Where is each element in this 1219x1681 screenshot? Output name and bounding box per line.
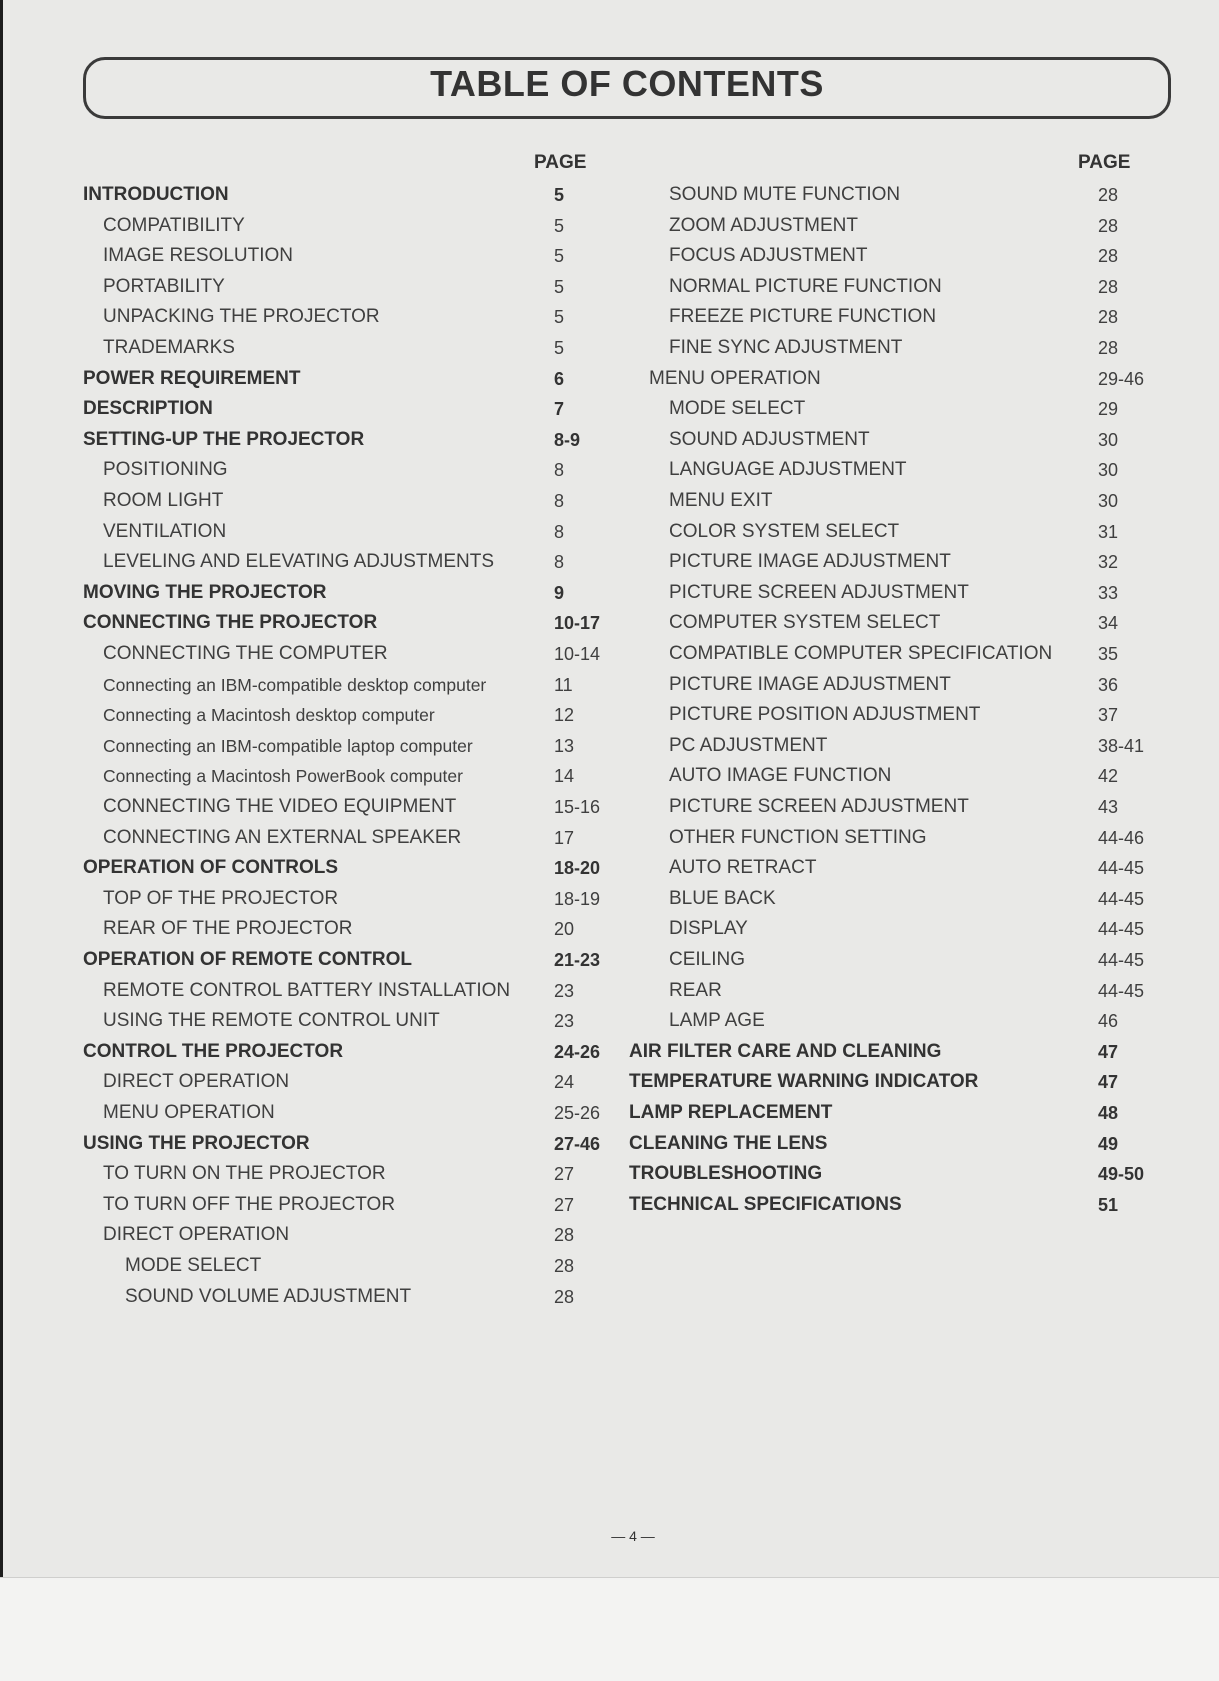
toc-entry bbox=[3, 914, 1219, 944]
toc-entry-label: POSITIONING bbox=[103, 459, 228, 481]
left-page-column-header: PAGE bbox=[534, 152, 587, 173]
toc-entry-page: 43 bbox=[1098, 797, 1119, 817]
toc-entry-label: FINE SYNC ADJUSTMENT bbox=[669, 337, 903, 358]
toc-entry-page: 10-14 bbox=[554, 644, 601, 664]
toc-entry-label: AUTO RETRACT bbox=[669, 857, 817, 879]
toc-entry-label: REAR bbox=[669, 979, 722, 1001]
toc-entry-label: TO TURN OFF THE PROJECTOR bbox=[103, 1193, 396, 1215]
toc-entry-label: DISPLAY bbox=[669, 918, 748, 940]
toc-entry-label: COMPUTER SYSTEM SELECT bbox=[669, 612, 941, 634]
toc-entry-page: 42 bbox=[1098, 766, 1119, 787]
toc-entry-page: 28 bbox=[1098, 246, 1119, 267]
toc-entry-page: 27-46 bbox=[554, 1133, 601, 1154]
toc-entry-page: 44-45 bbox=[1098, 919, 1145, 940]
toc-entry-page: 28 bbox=[1098, 215, 1119, 236]
toc-entry-label: Connecting an IBM-compatible desktop computer bbox=[103, 674, 487, 695]
toc-entry-page: 8-9 bbox=[554, 429, 581, 450]
toc-entry bbox=[3, 333, 1219, 363]
toc-entry-page: 5 bbox=[554, 276, 565, 297]
toc-entry-page: 25-26 bbox=[554, 1103, 601, 1123]
toc-entry-page: 28 bbox=[1098, 276, 1119, 297]
toc-entry-page: 5 bbox=[554, 307, 565, 328]
toc-entry bbox=[3, 211, 1219, 241]
toc-entry-label: TOP OF THE PROJECTOR bbox=[103, 887, 339, 909]
toc-entry bbox=[3, 425, 1219, 455]
toc-entry-label: NORMAL PICTURE FUNCTION bbox=[669, 275, 942, 297]
toc-entry bbox=[3, 1006, 1219, 1036]
toc-entry-label: TROUBLESHOOTING bbox=[629, 1163, 823, 1185]
toc-entry-page: 9 bbox=[554, 582, 565, 603]
toc-entry-label: IMAGE RESOLUTION bbox=[103, 245, 294, 267]
toc-entry-label: OPERATION OF CONTROLS bbox=[83, 857, 339, 879]
toc-entry-page: 44-45 bbox=[1098, 950, 1145, 970]
toc-entry-label: LAMP AGE bbox=[669, 1010, 765, 1032]
toc-entry bbox=[3, 639, 1219, 669]
toc-entry-label: REMOTE CONTROL BATTERY INSTALLATION bbox=[103, 979, 511, 1001]
toc-entry-page: 28 bbox=[1098, 185, 1119, 205]
toc-entry bbox=[3, 945, 1219, 975]
toc-right-column bbox=[3, 0, 1219, 1400]
toc-entry-label: DIRECT OPERATION bbox=[103, 1071, 290, 1093]
toc-entry-label: PC ADJUSTMENT bbox=[669, 734, 828, 756]
toc-entry-label: BLUE BACK bbox=[669, 887, 776, 909]
toc-entry-label: LEVELING AND ELEVATING ADJUSTMENTS bbox=[103, 551, 495, 573]
toc-entry-page: 24-26 bbox=[554, 1041, 601, 1062]
toc-entry-page: 23 bbox=[554, 980, 575, 1001]
toc-entry-page: 5 bbox=[554, 215, 565, 236]
toc-entry bbox=[3, 486, 1219, 516]
toc-entry bbox=[3, 1098, 1219, 1128]
toc-entry-page: 30 bbox=[1098, 491, 1119, 511]
scan-margin bbox=[0, 1577, 1219, 1681]
toc-entry-page: 44-45 bbox=[1098, 858, 1145, 879]
toc-entry-page: 21-23 bbox=[554, 950, 601, 970]
toc-entry-label: PICTURE POSITION ADJUSTMENT bbox=[669, 704, 981, 726]
toc-entry-page: 8 bbox=[554, 491, 565, 511]
toc-entry-page: 8 bbox=[554, 552, 565, 573]
toc-entry-label: FREEZE PICTURE FUNCTION bbox=[669, 306, 937, 328]
toc-entry-label: LAMP REPLACEMENT bbox=[629, 1102, 833, 1123]
toc-entry-label: MODE SELECT bbox=[669, 398, 806, 420]
toc-entry bbox=[3, 394, 1219, 424]
toc-entry-page: 34 bbox=[1098, 613, 1119, 634]
toc-entry-label: SOUND VOLUME ADJUSTMENT bbox=[125, 1285, 412, 1307]
toc-entry-label: SETTING-UP THE PROJECTOR bbox=[83, 428, 365, 450]
toc-entry bbox=[3, 1159, 1219, 1189]
toc-entry-label: MODE SELECT bbox=[125, 1255, 262, 1276]
toc-entry-page: 49 bbox=[1098, 1133, 1119, 1154]
toc-entry bbox=[3, 731, 1219, 761]
toc-entry-page: 46 bbox=[1098, 1011, 1119, 1032]
toc-entry-label: CONNECTING THE PROJECTOR bbox=[83, 612, 378, 634]
toc-entry-label: AIR FILTER CARE AND CLEANING bbox=[629, 1040, 942, 1062]
toc-entry-page: 14 bbox=[554, 766, 575, 787]
toc-entry bbox=[3, 670, 1219, 700]
toc-entry-page: 30 bbox=[1098, 429, 1119, 450]
toc-entry-label: PICTURE SCREEN ADJUSTMENT bbox=[669, 581, 969, 603]
toc-entry-page: 51 bbox=[1098, 1194, 1119, 1215]
toc-entry bbox=[3, 1129, 1219, 1159]
toc-entry-page: 27 bbox=[554, 1194, 575, 1215]
toc-entry-page: 23 bbox=[554, 1011, 575, 1032]
toc-entry bbox=[3, 853, 1219, 883]
toc-entry-label: POWER REQUIREMENT bbox=[83, 367, 301, 389]
toc-entry-page: 7 bbox=[554, 399, 565, 420]
toc-entry-page: 15-16 bbox=[554, 797, 601, 817]
toc-entry-page: 33 bbox=[1098, 582, 1119, 603]
toc-entry-label: CLEANING THE LENS bbox=[629, 1132, 828, 1154]
toc-entry bbox=[3, 884, 1219, 914]
toc-entry-page: 8 bbox=[554, 521, 565, 542]
toc-entry-label: TRADEMARKS bbox=[103, 337, 235, 358]
toc-entry-page: 47 bbox=[1098, 1072, 1119, 1093]
toc-entry-label: SOUND MUTE FUNCTION bbox=[669, 184, 901, 205]
toc-entry bbox=[3, 517, 1219, 547]
toc-entry-label: ZOOM ADJUSTMENT bbox=[669, 214, 858, 236]
toc-entry-label: CONNECTING AN EXTERNAL SPEAKER bbox=[103, 826, 462, 848]
toc-entry-page: 35 bbox=[1098, 644, 1119, 664]
toc-entry-page: 32 bbox=[1098, 552, 1119, 573]
toc-entry-label: PORTABILITY bbox=[103, 275, 225, 297]
toc-entry-page: 44-45 bbox=[1098, 888, 1145, 909]
toc-entry-page: 47 bbox=[1098, 1041, 1119, 1062]
toc-entry-label: DIRECT OPERATION bbox=[103, 1224, 290, 1246]
toc-entry-page: 37 bbox=[1098, 705, 1119, 726]
toc-entry-label: COMPATIBILITY bbox=[103, 214, 245, 236]
toc-entry-page: 48 bbox=[1098, 1103, 1119, 1123]
toc-entry-page: 18-20 bbox=[554, 858, 601, 879]
toc-entry bbox=[3, 1067, 1219, 1097]
toc-entry-page: 36 bbox=[1098, 674, 1119, 695]
toc-entry-label: MENU OPERATION bbox=[649, 367, 821, 389]
toc-entry-label: PICTURE IMAGE ADJUSTMENT bbox=[669, 551, 951, 573]
toc-entry-label: Connecting an IBM-compatible laptop computer bbox=[103, 735, 473, 756]
toc-entry-label: USING THE REMOTE CONTROL UNIT bbox=[103, 1010, 440, 1032]
toc-entry-page: 24 bbox=[554, 1072, 575, 1093]
toc-entry bbox=[3, 272, 1219, 302]
toc-entry-page: 17 bbox=[554, 827, 575, 848]
toc-entry-label: AUTO IMAGE FUNCTION bbox=[669, 765, 892, 787]
page-number-footer: — 4 — bbox=[611, 1528, 655, 1544]
toc-entry-page: 28 bbox=[554, 1225, 575, 1246]
toc-entry-label: FOCUS ADJUSTMENT bbox=[669, 245, 868, 267]
toc-entry bbox=[3, 761, 1219, 791]
page-title: TABLE OF CONTENTS bbox=[430, 63, 824, 104]
toc-entry-label: TEMPERATURE WARNING INDICATOR bbox=[629, 1071, 979, 1093]
toc-entry-page: 44-45 bbox=[1098, 980, 1145, 1001]
toc-entry-label: TO TURN ON THE PROJECTOR bbox=[103, 1163, 386, 1185]
toc-entry-page: 29-46 bbox=[1098, 368, 1145, 389]
toc-entry-label: TECHNICAL SPECIFICATIONS bbox=[629, 1193, 902, 1215]
toc-entry bbox=[3, 608, 1219, 638]
toc-entry bbox=[3, 180, 1219, 210]
toc-entry bbox=[3, 241, 1219, 271]
toc-entry bbox=[3, 823, 1219, 853]
toc-entry-page: 29 bbox=[1098, 399, 1119, 420]
toc-entry-label: MOVING THE PROJECTOR bbox=[83, 581, 327, 603]
toc-entry bbox=[3, 976, 1219, 1006]
toc-entry bbox=[3, 1037, 1219, 1067]
toc-entry-label: REAR OF THE PROJECTOR bbox=[103, 918, 353, 940]
toc-entry-label: CONTROL THE PROJECTOR bbox=[83, 1040, 344, 1062]
toc-entry-page: 18-19 bbox=[554, 888, 601, 909]
toc-entry-page: 11 bbox=[554, 674, 573, 695]
toc-entry bbox=[3, 364, 1219, 394]
toc-entry-label: ROOM LIGHT bbox=[103, 490, 224, 511]
toc-entry-label: COLOR SYSTEM SELECT bbox=[669, 520, 900, 542]
toc-entry-label: OPERATION OF REMOTE CONTROL bbox=[83, 949, 412, 970]
toc-entry-page: 8 bbox=[554, 460, 565, 481]
toc-entry-page: 5 bbox=[554, 246, 565, 267]
toc-entry-label: Connecting a Macintosh desktop computer bbox=[103, 705, 435, 726]
toc-entry-page: 13 bbox=[554, 735, 575, 756]
toc-entry-page: 28 bbox=[1098, 338, 1119, 358]
toc-entry-page: 10-17 bbox=[554, 613, 601, 634]
toc-entry-page: 30 bbox=[1098, 460, 1119, 481]
toc-entry-label: COMPATIBLE COMPUTER SPECIFICATION bbox=[669, 643, 1053, 664]
toc-entry-label: UNPACKING THE PROJECTOR bbox=[103, 306, 380, 328]
toc-entry-page: 28 bbox=[554, 1256, 575, 1276]
toc-entry-label: CEILING bbox=[669, 949, 746, 970]
toc-entry-page: 38-41 bbox=[1098, 735, 1145, 756]
toc-entry-page: 49-50 bbox=[1098, 1164, 1145, 1185]
toc-entry bbox=[3, 455, 1219, 485]
toc-entry-label: MENU EXIT bbox=[669, 490, 773, 511]
toc-entry-page: 5 bbox=[554, 185, 565, 205]
toc-entry-page: 20 bbox=[554, 919, 575, 940]
toc-entry bbox=[3, 700, 1219, 730]
toc-entry-page: 12 bbox=[554, 705, 575, 726]
toc-entry-label: MENU OPERATION bbox=[103, 1102, 275, 1123]
toc-entry-label: LANGUAGE ADJUSTMENT bbox=[669, 459, 907, 481]
toc-entry-label: PICTURE IMAGE ADJUSTMENT bbox=[669, 673, 951, 695]
toc-entry-page: 5 bbox=[554, 338, 565, 358]
toc-entry-label: INTRODUCTION bbox=[83, 184, 229, 205]
toc-entry bbox=[3, 792, 1219, 822]
toc-entry bbox=[3, 302, 1219, 332]
toc-entry-label: VENTILATION bbox=[103, 520, 227, 542]
toc-entry-label: DESCRIPTION bbox=[83, 398, 213, 420]
toc-entry-label: CONNECTING THE COMPUTER bbox=[103, 643, 388, 664]
toc-entry bbox=[3, 1190, 1219, 1220]
toc-entry-label: USING THE PROJECTOR bbox=[83, 1132, 310, 1154]
right-page-column-header: PAGE bbox=[1078, 152, 1131, 173]
toc-entry-label: SOUND ADJUSTMENT bbox=[669, 428, 870, 450]
toc-entry-page: 28 bbox=[554, 1286, 575, 1307]
toc-entry-page: 31 bbox=[1098, 521, 1119, 542]
toc-entry-page: 6 bbox=[554, 368, 565, 389]
toc-entry-label: Connecting a Macintosh PowerBook computer bbox=[103, 766, 463, 787]
toc-entry-label: PICTURE SCREEN ADJUSTMENT bbox=[669, 796, 969, 817]
toc-entry-page: 27 bbox=[554, 1164, 575, 1185]
toc-entry-label: OTHER FUNCTION SETTING bbox=[669, 826, 927, 848]
toc-entry-label: CONNECTING THE VIDEO EQUIPMENT bbox=[103, 796, 457, 817]
toc-entry-page: 28 bbox=[1098, 307, 1119, 328]
toc-entry bbox=[3, 547, 1219, 577]
toc-entry-page: 44-46 bbox=[1098, 827, 1145, 848]
toc-entry bbox=[3, 578, 1219, 608]
